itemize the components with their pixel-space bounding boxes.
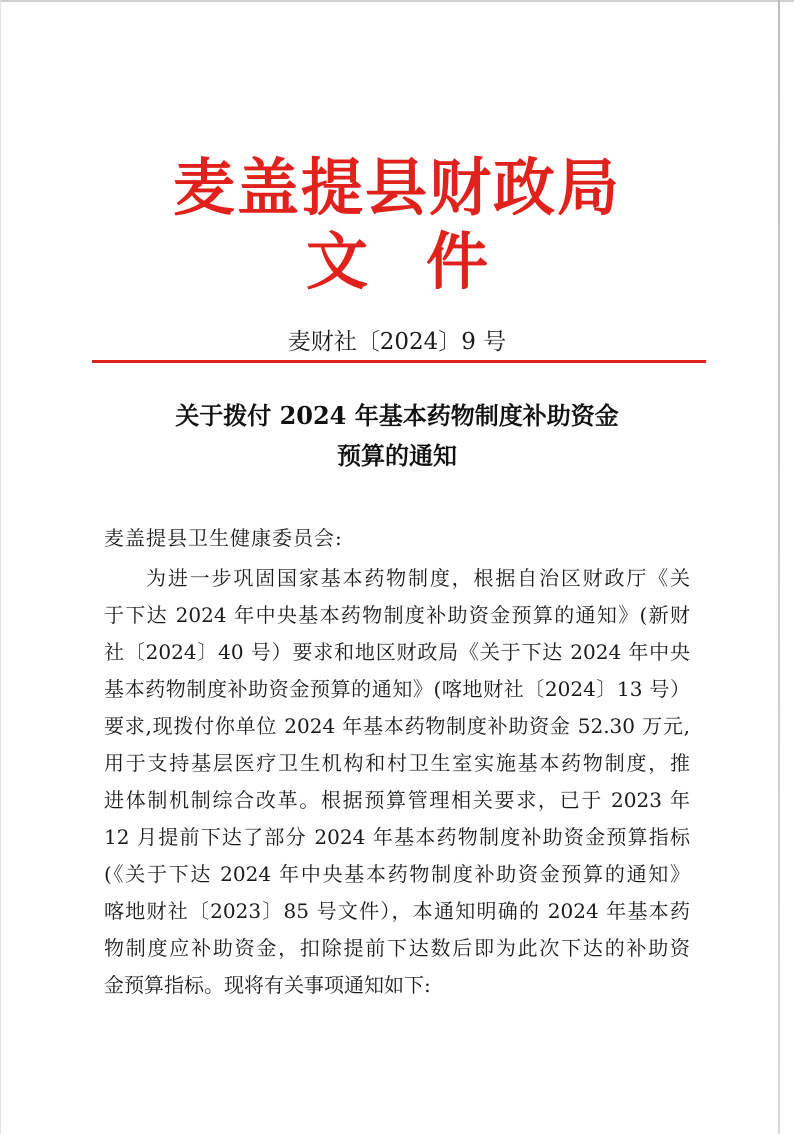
body-paragraph bbox=[104, 560, 690, 1004]
body-line: 社〔2024〕40 号）要求和地区财政局《关于下达 2024 年中央 bbox=[104, 640, 690, 664]
document-number: 麦财社〔2024〕9 号 bbox=[287, 329, 507, 355]
body-line: 金预算指标。现将有关事项通知如下: bbox=[104, 973, 431, 997]
document-type-title: 文件 bbox=[305, 225, 546, 298]
body-line: 喀地财社〔2023〕85 号文件），本通知明确的 2024 年基本药 bbox=[104, 899, 690, 923]
body-line: (《关于下达 2024 年中央基本药物制度补助资金预算的通知》 bbox=[104, 862, 690, 886]
body-line: 于下达 2024 年中央基本药物制度补助资金预算的通知》(新财 bbox=[104, 603, 690, 627]
body-line: 用于支持基层医疗卫生机构和村卫生室实施基本药物制度，推 bbox=[104, 751, 690, 775]
body-line: 物制度应补助资金，扣除提前下达数后即为此次下达的补助资 bbox=[104, 936, 690, 960]
issuing-agency-title: 麦盖提县财政局 bbox=[172, 151, 621, 224]
notice-title bbox=[0, 396, 794, 476]
red-separator-line bbox=[92, 360, 706, 363]
body-line: 为进一步巩固国家基本药物制度，根据自治区财政厅《关 bbox=[146, 566, 690, 590]
scan-edge-top bbox=[0, 0, 794, 2]
notice-title-line-2: 预算的通知 bbox=[337, 441, 457, 470]
body-line: 12 月提前下达了部分 2024 年基本药物制度补助资金预算指标 bbox=[104, 825, 690, 849]
notice-title-line-1: 关于拨付 2024 年基本药物制度补助资金 bbox=[175, 401, 619, 430]
body-line: 要求,现拨付你单位 2024 年基本药物制度补助资金 52.30 万元, bbox=[104, 714, 690, 738]
body-line: 进体制机制综合改革。根据预算管理相关要求，已于 2023 年 bbox=[104, 788, 690, 812]
body-line: 基本药物制度补助资金预算的通知》(喀地财社〔2024〕13 号） bbox=[104, 677, 690, 701]
addressee: 麦盖提县卫生健康委员会: bbox=[104, 526, 343, 550]
